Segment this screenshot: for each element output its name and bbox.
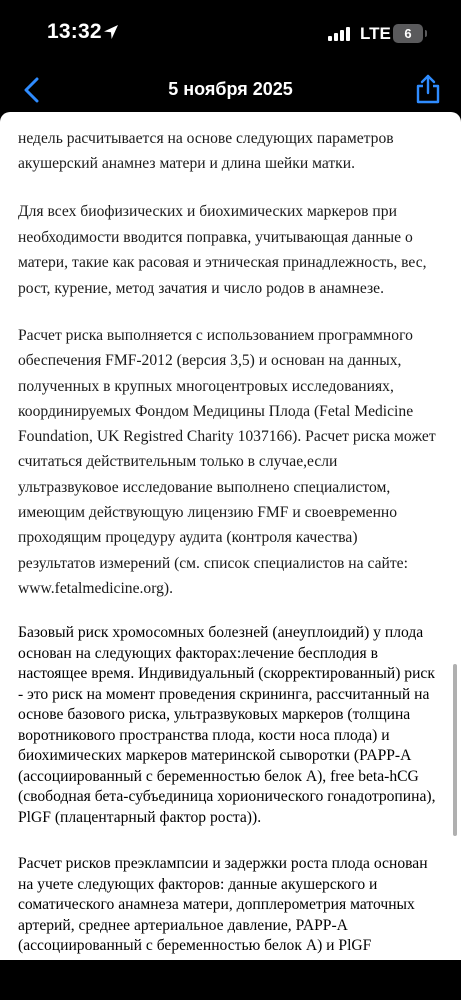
bottom-area (0, 960, 461, 1000)
battery-icon: 6 (393, 24, 423, 43)
page-title: 5 ноября 2025 (168, 79, 293, 99)
status-bar (0, 0, 461, 66)
network-type: LTE (360, 24, 391, 43)
paragraph-adjustments: Для всех биофизических и биохимических маркеров при необходимости вводится поправка, учитывающая данные о матери, такие как расовая и этническая принадлежность, вес, рост, курение, метод зачатия и число родов в анамнезе. (18, 203, 427, 297)
vertical-scrollbar[interactable] (453, 664, 457, 836)
paragraph-baseline-risk: Базовый риск хромосомных болезней (анеуплоидий) у плода основан на следующих факторах:лечение бесплодия в настоящее время. Индивидуальный (скорректированный) риск - это риск на момент проведения скрининга, рассчитанный на основе базового риска, ультразвуковых маркеров (толщина воротникового пространства плода, кости носа плода) и биохимических маркеров материнской сыворотки (PAPP-A (ассоциированный с беременностью белок A), free beta-hCG (свободная бета-субъединица хорионического гонадотропина), PlGF (плацентарный фактор роста)). (18, 624, 436, 826)
paragraph-preeclampsia-risk: Расчет рисков преэклампсии и задержки роста плода основан на учете следующих факторов: данные акушерского и соматического анамнеза матери, допплерометрия маточных артерий, среднее артериальное давление, PAPP-A (ассоциированный с беременностью белок A) и PlGF (18, 855, 428, 954)
status-time: 13:32 (47, 20, 102, 43)
cellular-signal-icon (328, 27, 352, 41)
share-icon[interactable] (414, 74, 442, 104)
paragraph-risk-calculation: Расчет риска выполняется с использованием программного обеспечения FMF-2012 (версия 3,5) и основан на данных, полученных в крупных многоцентровых исследованиях, координируемых Фондом Медицины Плода (Fetal Medicine Foundation, UK Registred Charity 1037166). Расчет риска может считаться действительным только в случае,если ультразвуковое исследование выполнено специалистом, имеющим действующую лицензию FMF и своевременно проходящим процедуру аудита (контроля качества) результатов измерений (см. список специалистов на сайте: www.fetalmedicine.org). (18, 327, 436, 597)
document-page[interactable] (0, 112, 461, 960)
battery-tip (425, 30, 427, 37)
navigation-bar (0, 66, 461, 112)
paragraph-intro-continuation: недель расчитывается на основе следующих параметров акушерский анамнез матери и длина шейки матки. (18, 130, 394, 172)
location-arrow-icon (103, 24, 119, 40)
